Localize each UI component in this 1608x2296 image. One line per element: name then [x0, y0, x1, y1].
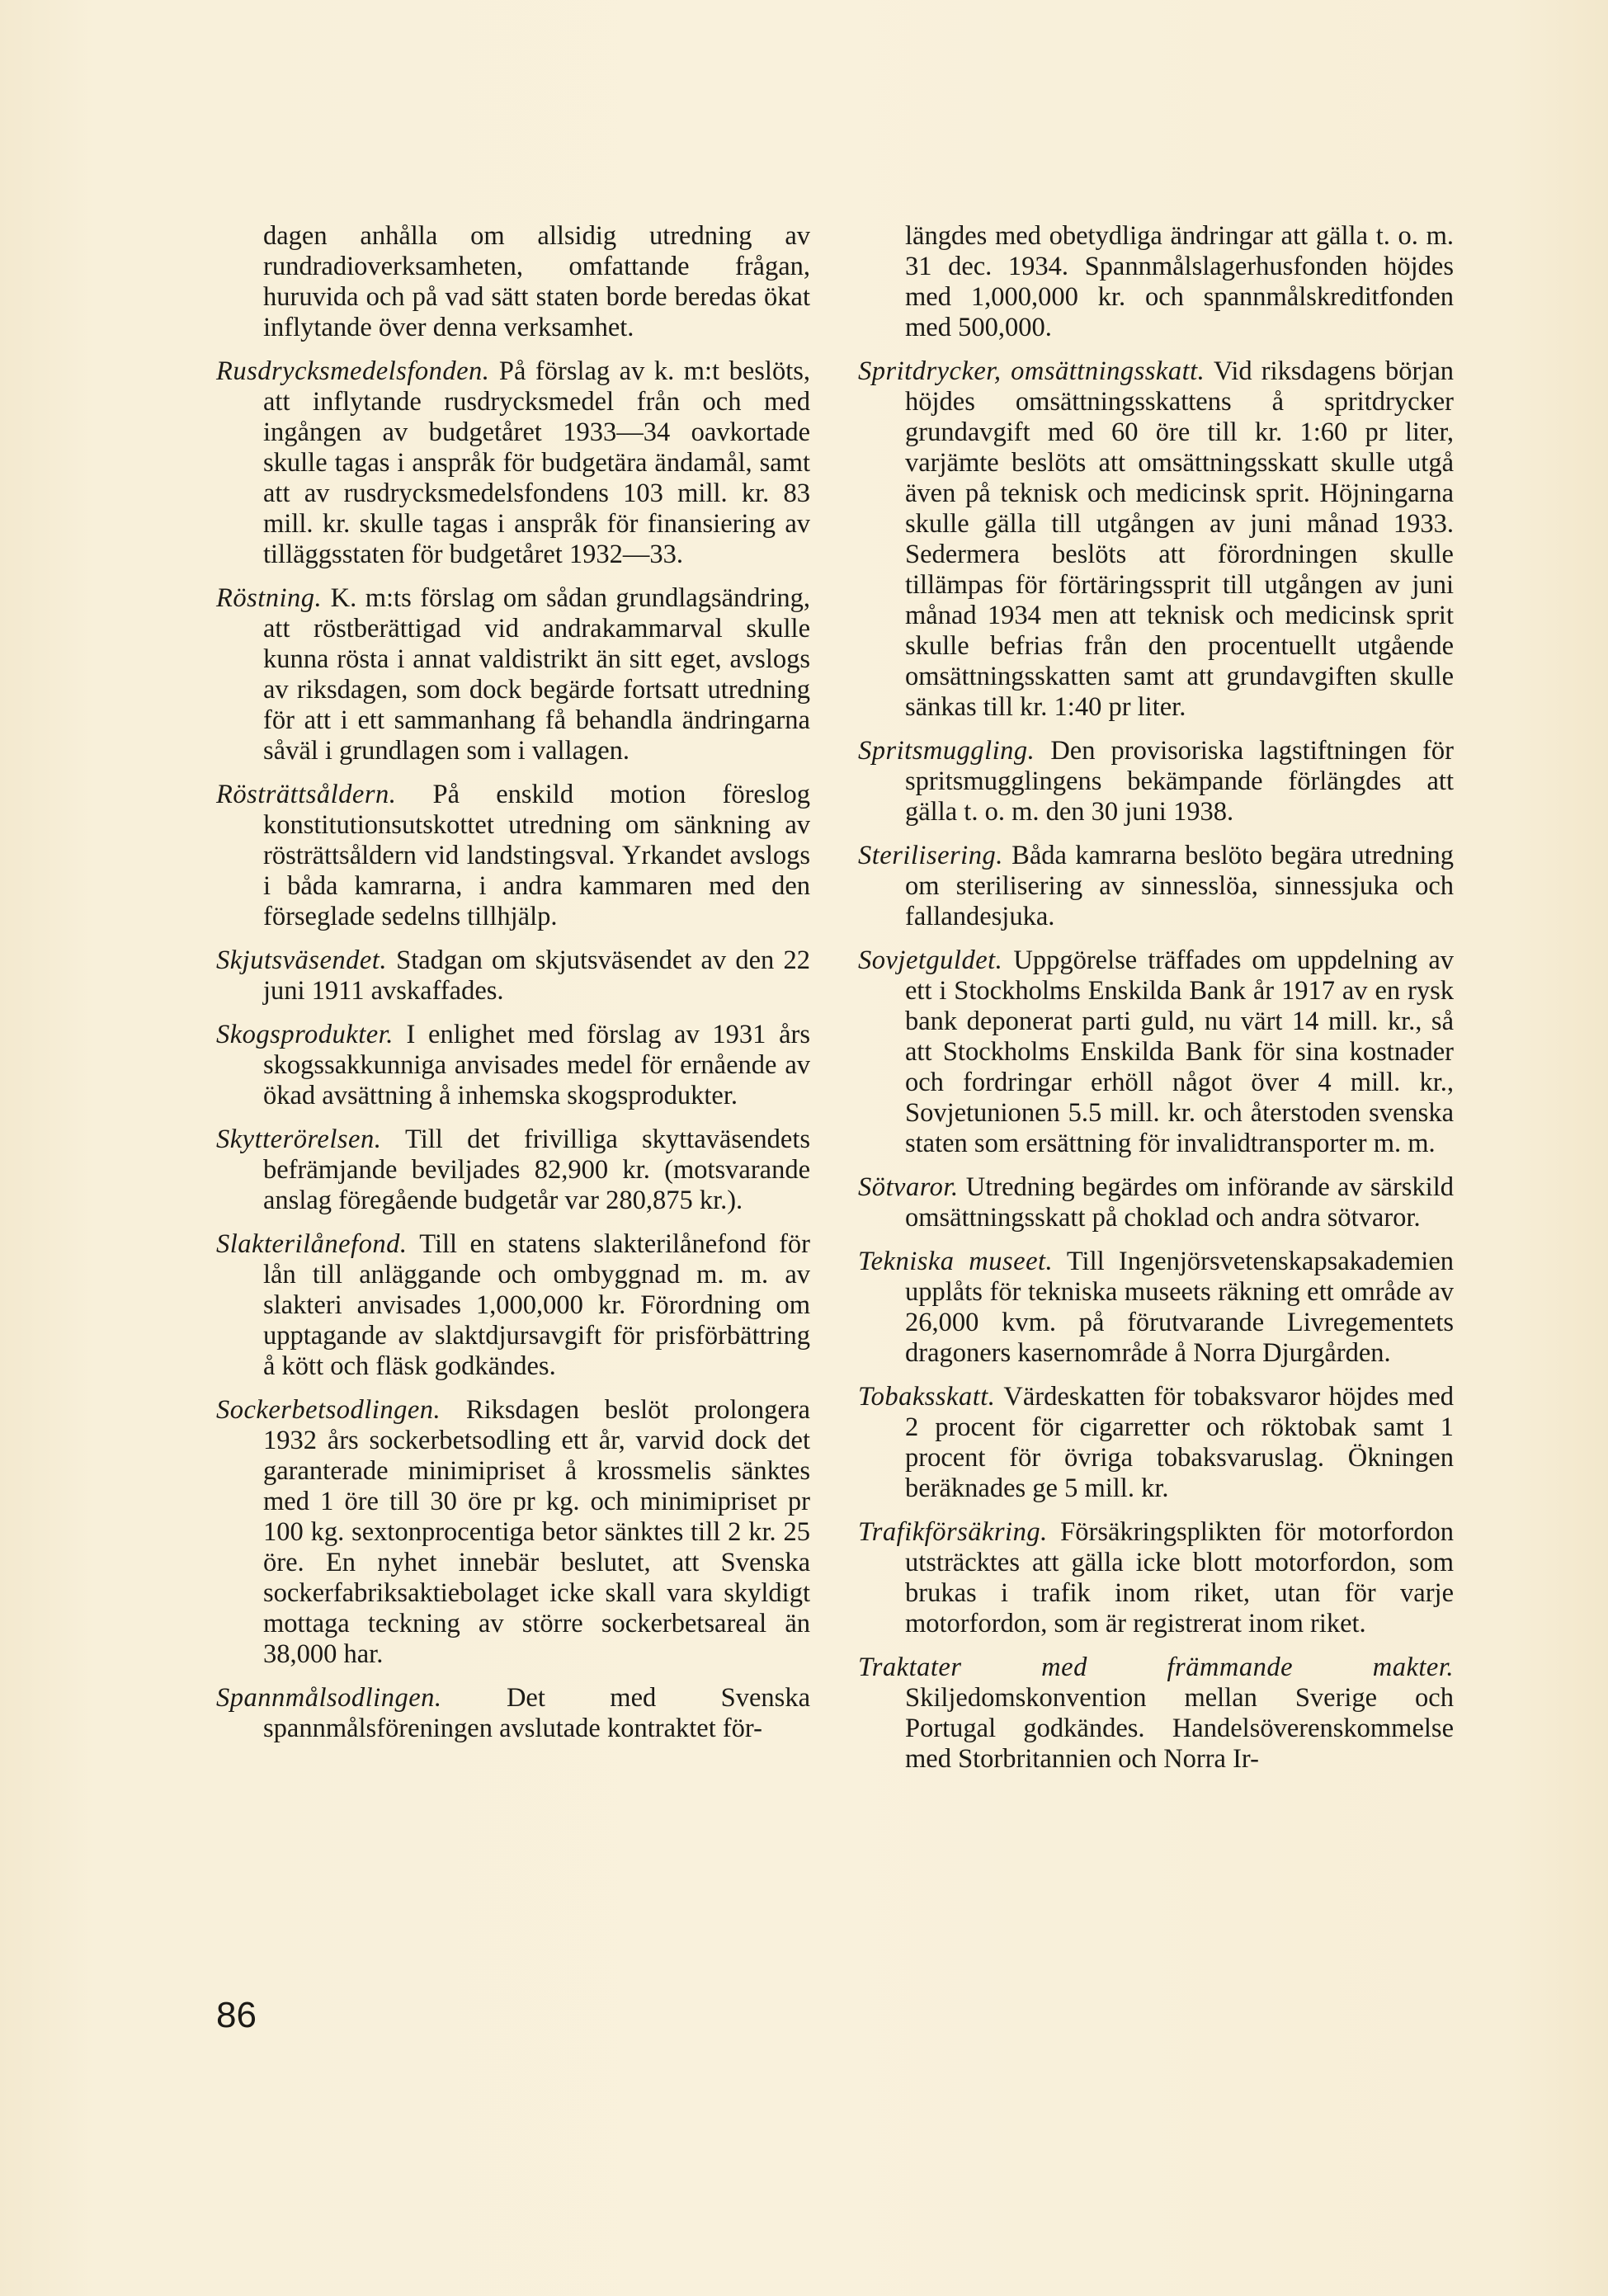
entry-text: Vid riksdagens början höjdes omsättningsskattens å spritdrycker grundavgift med 60 öre till kr. 1:60 pr liter, varjämte beslöts att omsättningsskatt skulle utgå även på teknisk och medicinsk sprit. Höjningarna skulle gälla till utgången av juni månad 1933. Sedermera beslöts att förordningen skulle tillämpas för förtäringssprit till utgången av juni månad 1934 men att teknisk och medicinsk sprit skulle befrias från den procentuellt utgående omsättningsskatten samt att grundavgiften skulle sänkas till kr. 1:40 pr liter.	[905, 356, 1454, 722]
entry-heading: Sockerbetsodlingen.	[216, 1395, 441, 1425]
entry-skogsprodukter	[216, 1020, 810, 1111]
entry-text: Riksdagen beslöt prolongera 1932 års sockerbetsodling ett år, varvid dock det garanterade minimipriset å krossmelis sänktes med 1 öre till 30 öre pr kg. och minimipriset pr 100 kg. sextonprocentiga betor sänktes till 2 kr. 25 öre. En nyhet innebär beslutet, att Svenska sockerfabriksaktiebolaget icke skall vara skyldigt mottaga teckning av större sockerbetsareal än 38,000 har.	[263, 1395, 810, 1669]
entry-text: Stadgan om skjutsväsendet av den 22 juni 1911 avskaffades.	[263, 945, 810, 1006]
entry-heading: Sterilisering.	[858, 841, 1003, 870]
entry-text: I enlighet med förslag av 1931 års skogssakkunniga anvisades medel för ernående av ökad avsättning å inhemska skogsprodukter.	[263, 1020, 810, 1110]
entry-heading: Skjutsväsendet.	[216, 945, 387, 975]
entry-traktater	[858, 1652, 1454, 1775]
entry-spritdrycker	[858, 356, 1454, 723]
entry-sockerbetsodlingen	[216, 1395, 810, 1670]
entry-heading: Sovjetguldet.	[858, 945, 1003, 975]
entry-text: På enskild motion föreslog konstitutionsutskottet utredning om sänkning av rösträttsåldern vid landstingsval. Yrkandet avslogs i båda kamrarna, i andra kammaren med den förseglade sedelns tillhjälp.	[263, 780, 810, 931]
entry-heading: Spannmålsodlingen.	[216, 1683, 442, 1713]
entry-heading: Skytterörelsen.	[216, 1124, 382, 1154]
entry-heading: Trafikförsäkring.	[858, 1517, 1048, 1547]
entry-heading: Slakterilånefond.	[216, 1229, 408, 1259]
entry-heading: Sötvaror.	[858, 1172, 959, 1202]
entry-heading: Rusdrycksmedelsfonden.	[216, 356, 490, 386]
entry-heading: Tekniska museet.	[858, 1247, 1054, 1276]
entry-rusdrycksmedelsfonden	[216, 356, 810, 570]
entry-text: Skiljedomskonvention mellan Sverige och Portugal godkändes. Handelsöverenskommelse med Storbritannien och Norra Ir-	[905, 1683, 1454, 1774]
entry-text: Det med Svenska spannmålsföreningen avslutade kontraktet för-	[263, 1683, 810, 1743]
entry-text: Till det frivilliga skyttaväsendets befrämjande beviljades 82,900 kr. (motsvarande anslag föregående budgetår var 280,875 kr.).	[263, 1124, 810, 1215]
entry-sotvaror	[858, 1172, 1454, 1233]
entry-skytterorelsen	[216, 1124, 810, 1216]
entry-text: Värdeskatten för tobaksvaror höjdes med 2 procent för cigarretter och röktobak samt 1 procent för övriga tobaksvaruslag. Ökningen beräknades ge 5 mill. kr.	[905, 1382, 1454, 1503]
entry-text: dagen anhålla om allsidig utredning av rundradioverksamheten, omfattande frågan, huruvida och på vad sätt staten borde beredas ökat inflytande över denna verksamhet.	[263, 221, 810, 342]
entry-text: Utredning begärdes om införande av särskild omsättningsskatt på choklad och andra sötvaror.	[905, 1172, 1454, 1233]
entry-heading: Röstning.	[216, 583, 323, 613]
entry-continuation	[216, 221, 810, 343]
entry-heading: Traktater med främmande makter.	[858, 1652, 1454, 1682]
entry-skjutsvasendet	[216, 945, 810, 1007]
entry-slakterilanefond	[216, 1229, 810, 1382]
entry-heading: Tobaksskatt.	[858, 1382, 996, 1412]
entry-text: Uppgörelse träffades om uppdelning av ett i Stockholms Enskilda Bank år 1917 av en rysk bank deponerat parti guld, nu värt 14 mill. kr., så att Stockholms Enskilda Bank för sina kostnader och fordringar erhöll något över 4 mill. kr., Sovjetunionen 5.5 mill. kr. och återstoden svenska staten som ersättning för invalidtransporter m. m.	[905, 945, 1454, 1158]
entry-trafikforsakring	[858, 1517, 1454, 1639]
entry-text: Båda kamrarna beslöto begära utredning om sterilisering av sinnesslöa, sinnessjuka och fallandesjuka.	[905, 841, 1454, 931]
right-column	[858, 221, 1454, 1788]
entry-sterilisering	[858, 841, 1454, 932]
entry-rostning	[216, 583, 810, 766]
entry-text: Den provisoriska lagstiftningen för spritsmugglingens bekämpande förlängdes att gälla t. o. m. den 30 juni 1938.	[905, 736, 1454, 827]
entry-spannmalsodlingen	[216, 1683, 810, 1744]
entry-text: K. m:ts förslag om sådan grundlagsändring, att röstberättigad vid andrakammarval skulle kunna rösta i annat valdistrikt än sitt eget, avslogs av riksdagen, som dock begärde fortsatt utredning för att i ett sammanhang få behandla ändringarna såväl i grundlagen som i vallagen.	[263, 583, 810, 766]
entry-heading: Skogsprodukter.	[216, 1020, 394, 1049]
entry-text: längdes med obetydliga ändringar att gälla t. o. m. 31 dec. 1934. Spannmålslagerhusfonden höjdes med 1,000,000 kr. och spannmålskreditfonden med 500,000.	[905, 221, 1454, 342]
page-number: 86	[216, 1995, 257, 2035]
entry-text: Försäkringsplikten för motorfordon utsträcktes att gälla icke blott motorfordon, som brukas i trafik inom riket, utan för varje motorfordon, som är registrerat inom riket.	[905, 1517, 1454, 1638]
entry-tobaksskatt	[858, 1382, 1454, 1504]
entry-text: Till Ingenjörsvetenskapsakademien upplåts för tekniska museets räkning ett område av 26,000 kvm. på förutvarande Livregementets dragoners kasernområde å Norra Djurgården.	[905, 1247, 1454, 1368]
entry-heading: Rösträttsåldern.	[216, 780, 397, 809]
entry-rostrattsaldern	[216, 780, 810, 932]
entry-sovjetguldet	[858, 945, 1454, 1159]
entry-spritsmuggling	[858, 736, 1454, 827]
entry-continuation	[858, 221, 1454, 343]
entry-heading: Spritdrycker, omsättningsskatt.	[858, 356, 1205, 386]
entry-text: På förslag av k. m:t beslöts, att inflytande rusdrycksmedel från och med ingången av budgetåret 1933—34 oavkortade skulle tagas i anspråk för budgetära ändamål, samt att av rusdrycksmedelsfondens 103 mill. kr. 83 mill. kr. skulle tagas i anspråk för finansiering av tilläggsstaten för budgetåret 1932—33.	[263, 356, 810, 569]
left-column	[216, 221, 810, 1757]
entry-heading: Spritsmuggling.	[858, 736, 1035, 766]
entry-tekniska-museet	[858, 1247, 1454, 1369]
entry-text: Till en statens slakterilånefond för lån till anläggande och ombyggnad m. m. av slakteri anvisades 1,000,000 kr. Förordning om upptagande av slaktdjursavgift för prisförbättring å kött och fläsk godkändes.	[263, 1229, 810, 1381]
